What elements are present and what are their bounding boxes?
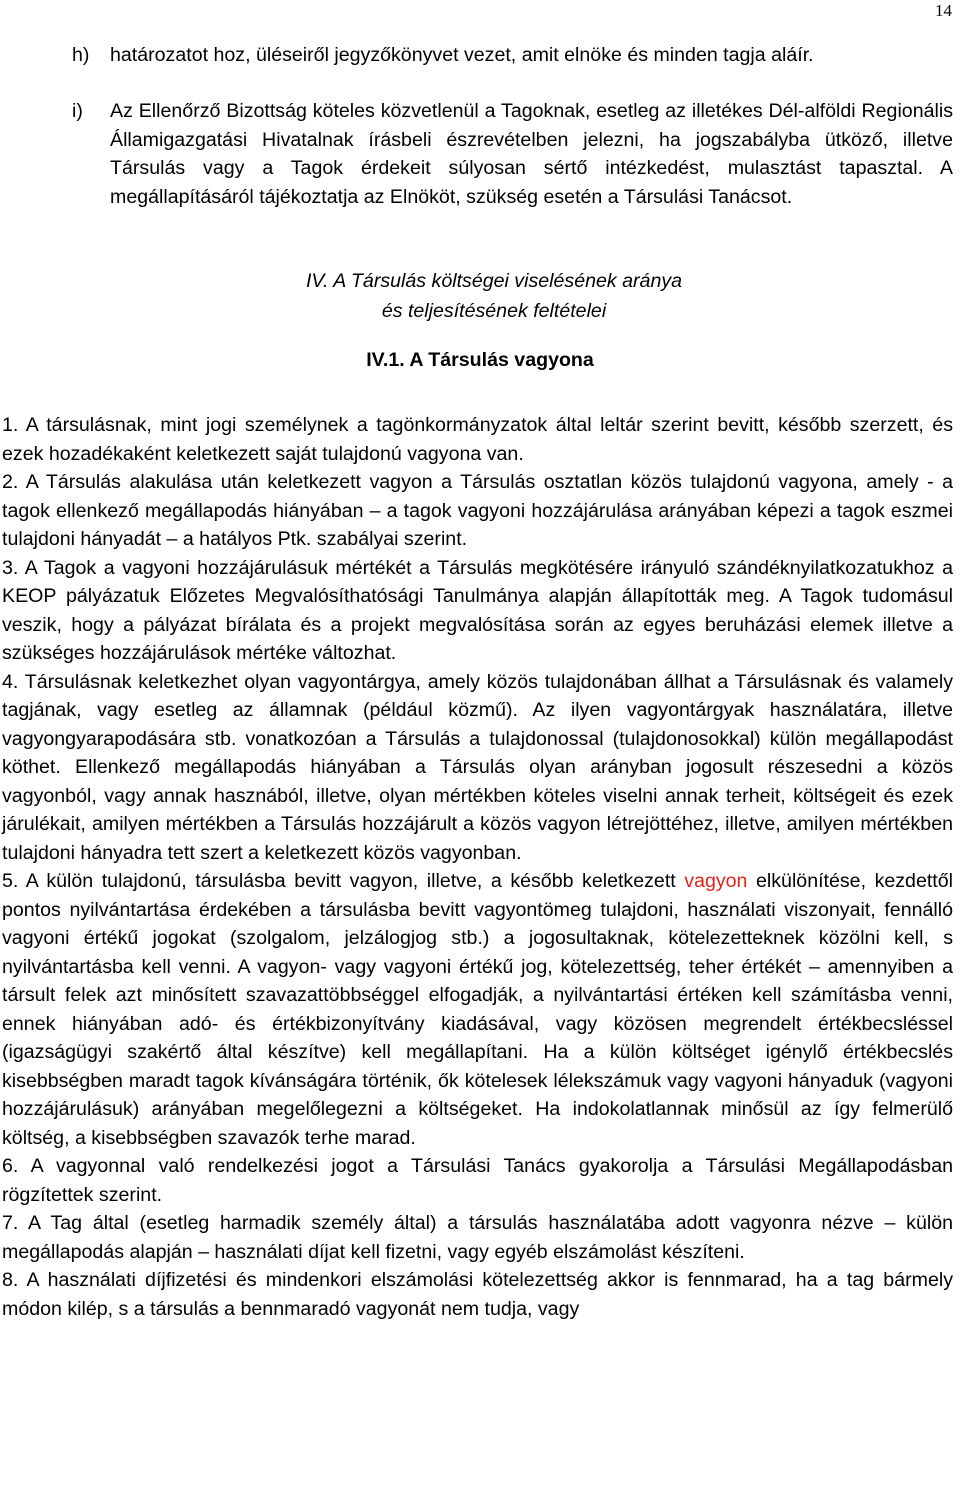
- paragraph-6: 6. A vagyonnal való rendelkezési jogot a Társulási Tanács gyakorolja a Társulási Megállapodásban rögzítettek szerint.: [2, 1155, 953, 1206]
- paragraph-3: 3. A Tagok a vagyoni hozzájárulásuk mértékét a Társulás megkötésére irányuló szándéknyilatkozatukhoz a KEOP pályázatuk Előzetes Megvalósíthatósági Tanulmánya alapján állapították meg. A Tagok tudomásul veszik, hogy a pályázat bírálata és a projekt megvalósítása során az egyes beruházási elemek illetve a szükséges hozzájárulások mértéke változhat.: [2, 556, 953, 664]
- paragraph-8: 8. A használati díjfizetési és mindenkori elszámolási kötelezettség akkor is fennmarad, ha a tag bármely módon kilép, s a társulás a bennmaradó vagyonát nem tudja, vagy: [2, 1269, 953, 1320]
- list-item-h: [72, 41, 953, 70]
- section-heading: [0, 266, 960, 326]
- section-heading-line1: IV. A Társulás költségei viselésének aránya: [305, 270, 683, 292]
- list-item-text: határozatot hoz, üléseiről jegyzőkönyvet vezet, amit elnöke és minden tagja aláír.: [110, 44, 814, 66]
- paragraph-1: 1. A társulásnak, mint jogi személynek a tagönkormányzatok által leltár szerint bevitt, később szerzett, és ezek hozadékaként keletkezett saját tulajdonú vagyona van.: [2, 414, 953, 465]
- list-item-text: Az Ellenőrző Bizottság köteles közvetlenül a Tagoknak, esetleg az illetékes Dél-alföldi Regionális Államigazgatási Hivatalnak írásbeli észrevételben jelezni, ha jogszabályba ütköző, illetve Társulás vagy a Tagok érdekeit súlyosan sértő intézkedést, mulasztást tapasztal. A megállapításáról tájékoztatja az Elnököt, szükség esetén a Társulási Tanácsot.: [110, 100, 953, 208]
- page-number: 14: [935, 1, 952, 20]
- paragraph-5: [2, 867, 953, 1152]
- paragraph-7: 7. A Tag által (esetleg harmadik személy által) a társulás használatába adott vagyonra nézve – külön megállapodás alapján – használati díjat kell fizetni, vagy egyéb elszámolást készíteni.: [2, 1212, 953, 1263]
- list-item-i: [72, 97, 953, 211]
- subsection-heading: IV.1. A Társulás vagyona: [366, 349, 594, 371]
- section-heading-line2: és teljesítésének feltételei: [381, 300, 607, 322]
- list-item-label: i): [72, 100, 83, 122]
- body-text: [2, 411, 953, 1323]
- paragraph-5-start: 5. A külön tulajdonú, társulásba bevitt vagyon, illetve, a később keletkezett: [2, 870, 685, 892]
- paragraph-4: 4. Társulásnak keletkezhet olyan vagyontárgya, amely közös tulajdonában állhat a Társulásnak és valamely tagjának, vagy esetleg az államnak (például közmű). Az ilyen vagyontárgyak használatára, illetve vagyongyarapodására stb. vonatkozóan a Társulás a tulajdonossal (tulajdonosokkal) külön megállapodást köthet. Ellenkező megállapodás hiányában a Társulás olyan arányban jogosult részesedni a közös vagyonból, vagy annak hasznából, illetve, olyan mértékben köteles viselni annak terheit, költségeit és ezek járulékait, amilyen mértékben a Társulás hozzájárult a közös vagyon létrejöttéhez, illetve, amilyen mértékben tulajdoni hányadra tett szert a keletkezett közös vagyonban.: [2, 670, 953, 864]
- list-item-label: h): [72, 44, 90, 66]
- paragraph-2: 2. A Társulás alakulása után keletkezett vagyon a Társulás osztatlan közös tulajdonú vagyona, amely - a tagok ellenkező megállapodás hiányában – a tagok vagyoni hozzájárulása arányában képezi a tagok eszmei tulajdoni hányadát – a hatályos Ptk. szabályai szerint.: [2, 471, 953, 550]
- paragraph-5-rest: elkülönítése, kezdettől pontos nyilvántartása érdekében a társulásba bevitt vagyontömeg tulajdoni, használati viszonyait, fennálló vagyoni értékű jogokat (szolgalom, jelzálogjog stb.) a jogosultaknak, kötelezetteknek közölni kell, s nyilvántartásba kell venni. A vagyon- vagy vagyoni értékű jog, kötelezettség, teher értékét – amennyiben a társult felek azt minősített szavazattöbbséggel elfogadják, a nyilvántartási értéken kell számításba venni, ennek hiányában adó- és értékbizonyítvány kiadásával, vagy közösen megrendelt értékbecsléssel (igazságügyi szakértő által készítve) kell megállapítani. Ha a külön költséget igénylő értékbecslés kisebbségben maradt tagok kívánságára történik, ők kötelesek lélekszámuk vagy vagyoni hányaduk (vagyoni hozzájárulásuk) arányában megelőlegezni a költségeket. Ha indokolatlannak minősül az így felmerülő költség, a kisebbségben szavazók terhe marad.: [2, 870, 953, 1149]
- highlighted-word: vagyon: [684, 870, 748, 892]
